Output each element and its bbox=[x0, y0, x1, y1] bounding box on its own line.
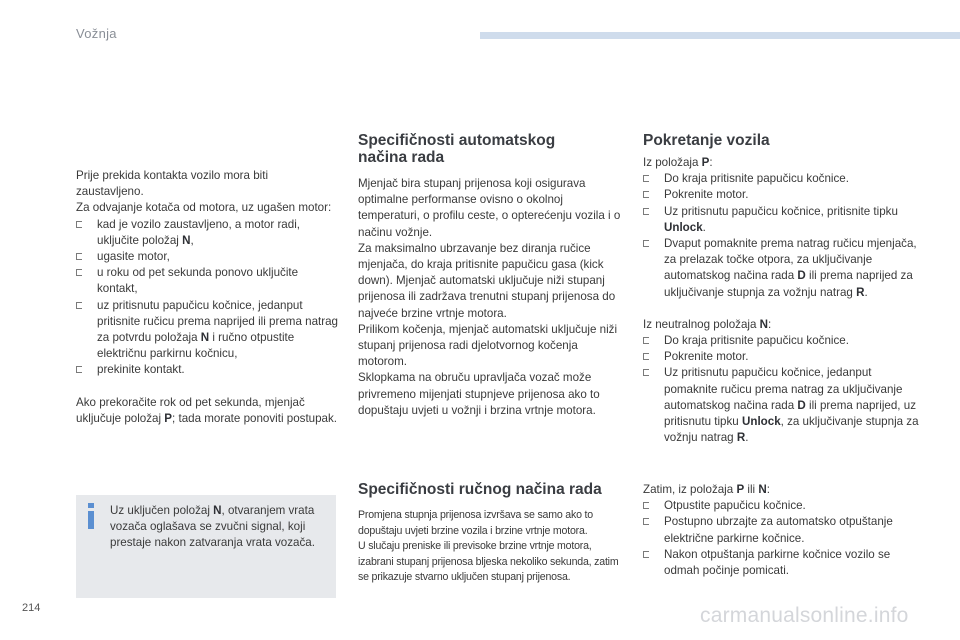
bullet-icon bbox=[643, 502, 649, 509]
from-n-steps bbox=[643, 333, 928, 446]
auto-paragraph: Prilikom kočenja, mjenjač automatski uključuje niži stupanj prijenosa radi djelotvornog kočenja motorom. bbox=[358, 322, 618, 369]
manual-paragraph: U slučaju preniske ili previsoke brzine vrtnje motora, izabrani stupanj prijenosa bljeska nekoliko sekunda, zatim se prikazuje stvarno uključen stupanj prijenosa. bbox=[358, 540, 619, 584]
list-item: Uz pritisnutu papučicu kočnice, pritisnite tipku Unlock. bbox=[643, 204, 928, 236]
info-icon bbox=[85, 503, 97, 529]
list-item: Nakon otpuštanja parkirne kočnice vozilo se odmah počinje pomicati. bbox=[643, 547, 928, 579]
right-column bbox=[643, 132, 928, 446]
bullet-icon bbox=[643, 337, 649, 344]
bullet-icon bbox=[643, 208, 649, 215]
bullet-icon bbox=[643, 369, 649, 376]
list-item: kad je vozilo zaustavljeno, a motor radi, uključite položaj N, bbox=[76, 217, 338, 249]
list-item: ugasite motor, bbox=[76, 249, 338, 265]
page-number: 214 bbox=[22, 602, 41, 614]
left-column bbox=[76, 168, 338, 427]
bullet-icon bbox=[643, 240, 649, 247]
from-p-label: Iz položaja P: bbox=[643, 156, 713, 169]
auto-paragraph: Sklopkama na obruču upravljača vozač može privremeno mijenjati stupnjeve prijenosa ako to dopuštaju uvjeti u vožnji i brzina vrtnje motora. bbox=[358, 371, 600, 417]
intro-text-2: Za odvajanje kotača od motora, uz ugašen motor: bbox=[76, 201, 332, 215]
bullet-icon bbox=[643, 191, 649, 198]
info-box bbox=[76, 495, 336, 598]
bullet-icon bbox=[76, 302, 82, 309]
from-n-label: Iz neutralnog položaja N: bbox=[643, 317, 772, 331]
bullet-icon bbox=[76, 253, 82, 260]
then-label: Zatim, iz položaja P ili N: bbox=[643, 483, 770, 496]
list-item: Pokrenite motor. bbox=[643, 349, 928, 365]
list-item: uz pritisnutu papučicu kočnice, jedanput pritisnite ručicu prema naprijed ili prema natrag za potvrdu položaja N i ručno otpustite električnu parkirnu kočnicu, bbox=[76, 298, 338, 363]
bullet-icon bbox=[76, 221, 82, 228]
bullet-icon bbox=[643, 175, 649, 182]
auto-mode-title: Specifičnosti automatskog načina rada bbox=[358, 132, 556, 166]
list-item: Uz pritisnutu papučicu kočnice, jedanput pomaknite ručicu prema natrag za uključivanje automatskog načina rada D ili prema naprijed, uz pritisnutu tipku Unlock, za uključivanje stupnja za vožnju natrag R. bbox=[643, 365, 928, 446]
bullet-icon bbox=[76, 366, 82, 373]
spacer bbox=[76, 379, 338, 395]
list-item: Dvaput pomaknite prema natrag ručicu mjenjača, za prelazak točke otpora, za uključivanje automatskog načina rada D ili prema naprijed za uključivanje stupnja za vožnju natrag R. bbox=[643, 236, 928, 301]
from-p-steps bbox=[643, 171, 928, 301]
then-section bbox=[643, 482, 928, 579]
list-item: Pokrenite motor. bbox=[643, 187, 928, 203]
bullet-icon bbox=[643, 551, 649, 558]
watermark: carmanualsonline.info bbox=[700, 604, 909, 627]
info-text: Uz uključen položaj N, otvaranjem vrata vozača oglašava se zvučni signal, koji prestaje nakon zatvaranja vrata vozača. bbox=[110, 504, 315, 550]
intro-text: Prije prekida kontakta vozilo mora biti zaustavljeno. bbox=[76, 169, 269, 199]
list-item: Do kraja pritisnite papučicu kočnice. bbox=[643, 171, 928, 187]
bullet-icon bbox=[76, 269, 82, 276]
list-item: prekinite kontakt. bbox=[76, 362, 338, 378]
start-title: Pokretanje vozila bbox=[643, 132, 770, 149]
then-steps bbox=[643, 498, 928, 579]
list-item: Do kraja pritisnite papučicu kočnice. bbox=[643, 333, 928, 349]
bullet-icon bbox=[643, 518, 649, 525]
timeout-note: Ako prekoračite rok od pet sekunda, mjenjač uključuje položaj P; tada morate ponoviti postupak. bbox=[76, 395, 338, 425]
spacer bbox=[643, 301, 928, 317]
shutdown-steps bbox=[76, 217, 338, 379]
manual-mode-title: Specifičnosti ručnog načina rada bbox=[358, 481, 602, 498]
manual-paragraph: Promjena stupnja prijenosa izvršava se samo ako to dopuštaju uvjeti brzine vozila i brzine vrtnje motora. bbox=[358, 509, 593, 537]
manual-section bbox=[358, 481, 623, 586]
list-item: u roku od pet sekunda ponovo uključite kontakt, bbox=[76, 265, 338, 297]
bullet-icon bbox=[643, 353, 649, 360]
auto-paragraph: Za maksimalno ubrzavanje bez diranja ručice mjenjača, do kraja pritisnite papučicu gasa (kick down). Mjenjač automatski uključuje niži stupanj prijenosa ili zadržava trenutni stupanj prijenosa do najveće brzine vrtnje motora. bbox=[358, 241, 616, 320]
list-item: Otpustite papučicu kočnice. bbox=[643, 498, 928, 514]
header-bar bbox=[480, 32, 960, 39]
middle-column bbox=[358, 132, 623, 419]
section-title: Vožnja bbox=[76, 26, 117, 41]
auto-paragraph: Mjenjač bira stupanj prijenosa koji osigurava optimalne performanse ovisno o okolnoj temperaturi, o profilu ceste, o opterećenju vozila i o načinu vožnje. bbox=[358, 177, 621, 239]
list-item: Postupno ubrzajte za automatsko otpuštanje električne parkirne kočnice. bbox=[643, 514, 928, 546]
